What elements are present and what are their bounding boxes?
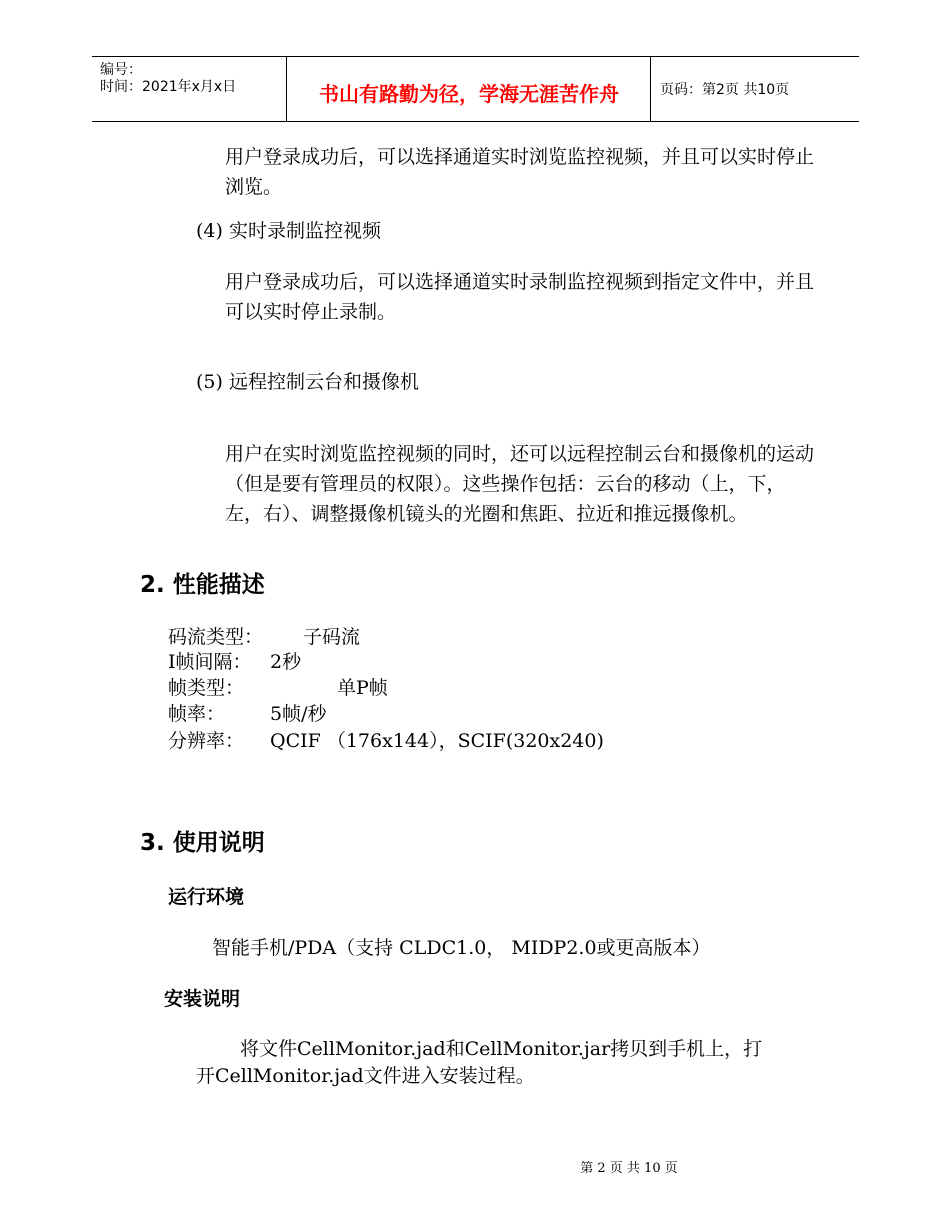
item-5-title: (5) 远程控制云台和摄像机 xyxy=(196,371,419,393)
env-text: 智能手机/PDA（支持 CLDC1.0， MIDP2.0或更高版本） xyxy=(212,937,711,959)
spec-value: 5帧/秒 xyxy=(270,703,327,725)
spec-label: 帧率： xyxy=(168,703,226,725)
spec-row-resolution xyxy=(168,726,604,753)
spec-value: 2秒 xyxy=(270,651,302,673)
spec-row-frame-type xyxy=(168,673,388,700)
spec-row-iframe-interval xyxy=(168,647,302,674)
paragraph-browse: 用户登录成功后，可以选择通道实时浏览监控视频，并且可以实时停止浏览。 xyxy=(225,146,815,198)
paragraph-control: 用户在实时浏览监控视频的同时，还可以远程控制云台和摄像机的运动 （但是要有管理员的权限）。这些操作包括：云台的移动（上，下，左，右）、调整摄像机镜头的光圈和焦距、拉近和推远摄像机。 xyxy=(225,443,815,525)
env-subtitle: 运行环境 xyxy=(168,886,245,908)
header-number-label: 编号： xyxy=(100,62,142,78)
paragraph-record: 用户登录成功后，可以选择通道实时录制监控视频到指定文件中，并且可以实时停止录制。 xyxy=(225,271,815,323)
install-text-line-2: 开CellMonitor.jad文件进入安装过程。 xyxy=(196,1065,535,1087)
spec-value: QCIF （176x144），SCIF(320x240) xyxy=(270,730,604,752)
spec-label: 帧类型： xyxy=(168,677,245,699)
item-4-title: (4) 实时录制监控视频 xyxy=(196,220,381,242)
install-text-line-1: 将文件CellMonitor.jad和CellMonitor.jar拷贝到手机上，打 xyxy=(240,1038,763,1060)
header-motto: 书山有路勤为径，学海无涯苦作舟 xyxy=(319,82,619,106)
page-footer: 第 2 页 共 10 页 xyxy=(580,1161,678,1176)
spec-value: 单P帧 xyxy=(337,677,388,699)
header-time-label: 时间：2021年x月x日 xyxy=(100,79,237,95)
section-3-title: 3. 使用说明 xyxy=(140,830,265,856)
spec-row-frame-rate xyxy=(168,699,327,726)
spec-label: 码流类型： xyxy=(168,626,264,648)
spec-label: I帧间隔： xyxy=(168,651,252,673)
spec-value: 子码流 xyxy=(303,626,361,648)
section-2-title: 2. 性能描述 xyxy=(140,572,265,598)
header-bottom-rule xyxy=(92,121,859,122)
header-page-info: 页码：第2页 共10页 xyxy=(660,82,790,98)
header-top-rule xyxy=(92,56,859,57)
spec-label: 分辨率： xyxy=(168,730,245,752)
install-subtitle: 安装说明 xyxy=(164,988,241,1010)
spec-row-stream-type xyxy=(168,622,361,649)
